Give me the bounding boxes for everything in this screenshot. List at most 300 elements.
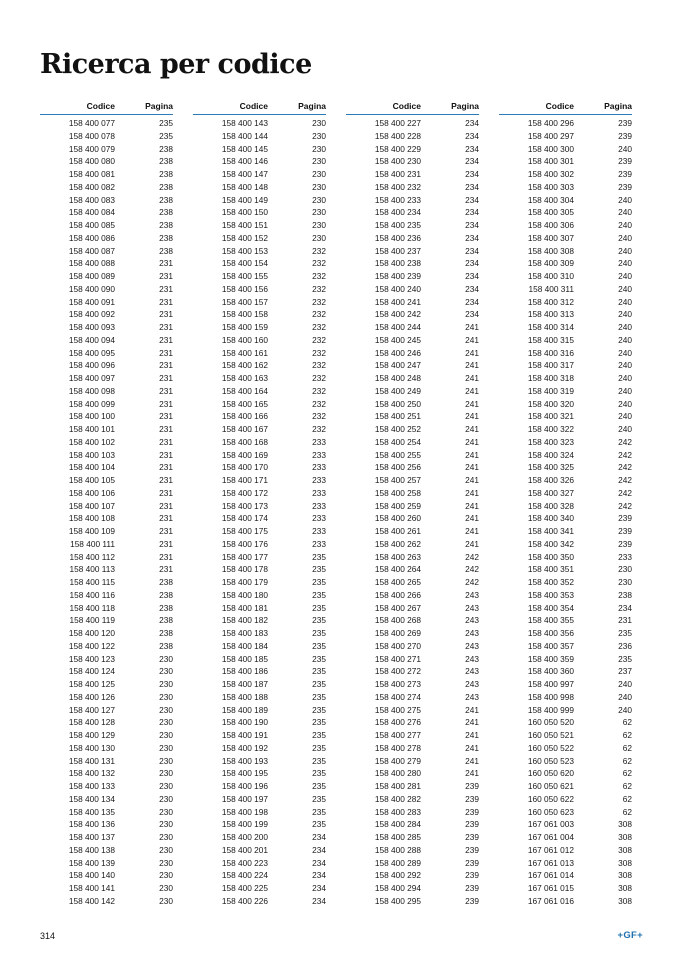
table-row — [346, 117, 479, 130]
table-row — [346, 653, 479, 666]
page-cell: 238 — [618, 589, 632, 600]
code-cell: 158 400 325 — [527, 462, 574, 473]
code-cell: 158 400 297 — [527, 130, 574, 141]
table-row — [40, 627, 173, 640]
table-row — [40, 614, 173, 627]
code-cell: 160 050 523 — [527, 755, 574, 766]
table-row — [346, 423, 479, 436]
page-cell: 241 — [465, 322, 479, 332]
code-cell: 158 400 106 — [68, 487, 115, 498]
table-row — [40, 818, 173, 831]
page-cell: 234 — [465, 296, 479, 307]
page-cell: 238 — [159, 602, 173, 613]
code-cell: 158 400 093 — [68, 322, 115, 332]
table-row — [40, 283, 173, 296]
code-cell: 158 400 102 — [68, 436, 115, 447]
table-row — [193, 691, 326, 704]
table-row — [499, 359, 632, 372]
code-cell: 158 400 107 — [68, 500, 115, 511]
code-cell: 158 400 250 — [374, 398, 421, 409]
page-cell: 241 — [465, 436, 479, 447]
table-row — [193, 818, 326, 831]
table-row — [499, 869, 632, 882]
table-row — [40, 436, 173, 449]
column-header — [346, 100, 479, 115]
page-cell: 62 — [622, 730, 632, 740]
table-row — [193, 640, 326, 653]
code-cell: 158 400 098 — [68, 385, 115, 396]
page-cell: 240 — [618, 258, 632, 269]
page-cell: 230 — [159, 730, 173, 740]
table-row — [499, 665, 632, 678]
code-cell: 167 061 012 — [527, 844, 574, 855]
header-code: Codice — [86, 101, 115, 111]
code-cell: 158 400 263 — [374, 551, 421, 562]
table-row — [193, 410, 326, 423]
page-cell: 233 — [312, 500, 326, 511]
page-cell: 231 — [159, 385, 173, 396]
page-cell: 241 — [465, 347, 479, 358]
page-cell: 235 — [312, 640, 326, 651]
page-cell: 235 — [312, 577, 326, 587]
page-cell: 308 — [618, 883, 632, 893]
table-row — [193, 385, 326, 398]
code-cell: 158 400 143 — [221, 118, 268, 128]
page-cell: 240 — [618, 232, 632, 243]
table-row — [193, 563, 326, 576]
code-cell: 158 400 096 — [68, 360, 115, 371]
code-cell: 158 400 254 — [374, 436, 421, 447]
table-row — [346, 359, 479, 372]
page-cell: 233 — [312, 487, 326, 498]
code-cell: 158 400 264 — [374, 564, 421, 575]
table-row — [40, 500, 173, 513]
table-row — [346, 449, 479, 462]
table-row — [40, 780, 173, 793]
page-cell: 233 — [312, 526, 326, 536]
table-row — [499, 143, 632, 156]
table-row — [193, 155, 326, 168]
table-row — [193, 359, 326, 372]
page-cell: 243 — [465, 653, 479, 664]
table-row — [193, 143, 326, 156]
table-row — [40, 551, 173, 564]
code-cell: 158 400 249 — [374, 385, 421, 396]
code-cell: 158 400 187 — [221, 679, 268, 689]
code-cell: 158 400 266 — [374, 589, 421, 600]
code-cell: 158 400 135 — [68, 806, 115, 817]
code-cell: 158 400 319 — [527, 385, 574, 396]
code-cell: 158 400 094 — [68, 334, 115, 345]
page-cell: 231 — [159, 475, 173, 485]
page-cell: 233 — [312, 513, 326, 524]
table-row — [346, 793, 479, 806]
code-cell: 158 400 162 — [221, 360, 268, 371]
code-cell: 158 400 180 — [221, 589, 268, 600]
code-cell: 158 400 128 — [68, 717, 115, 728]
page-cell: 234 — [465, 143, 479, 154]
page-cell: 238 — [159, 169, 173, 179]
table-row — [40, 755, 173, 768]
table-row — [499, 640, 632, 653]
table-row — [346, 245, 479, 258]
table-row — [40, 461, 173, 474]
page-cell: 230 — [159, 832, 173, 842]
page-cell: 235 — [312, 653, 326, 664]
table-row — [346, 512, 479, 525]
code-cell: 158 400 225 — [221, 883, 268, 893]
table-row — [499, 308, 632, 321]
page-cell: 231 — [159, 487, 173, 498]
page-cell: 230 — [159, 883, 173, 893]
page-cell: 230 — [312, 118, 326, 128]
table-row — [40, 117, 173, 130]
table-row — [193, 653, 326, 666]
page-cell: 234 — [465, 309, 479, 320]
table-row — [40, 321, 173, 334]
table-row — [40, 194, 173, 207]
page-cell: 240 — [618, 424, 632, 434]
code-cell: 158 400 147 — [221, 169, 268, 179]
table-row — [346, 270, 479, 283]
page-cell: 308 — [618, 819, 632, 830]
code-cell: 158 400 301 — [527, 156, 574, 167]
table-row — [193, 602, 326, 615]
page-cell: 234 — [312, 895, 326, 906]
table-row — [193, 321, 326, 334]
table-row — [193, 461, 326, 474]
table-row — [346, 818, 479, 831]
page-cell: 235 — [312, 615, 326, 626]
code-cell: 158 400 247 — [374, 360, 421, 371]
page-cell: 235 — [312, 730, 326, 740]
page-cell: 235 — [312, 589, 326, 600]
table-row — [346, 296, 479, 309]
page-cell: 234 — [465, 283, 479, 294]
code-cell: 158 400 095 — [68, 347, 115, 358]
code-cell: 158 400 273 — [374, 679, 421, 689]
table-row — [40, 308, 173, 321]
page-cell: 240 — [618, 347, 632, 358]
code-cell: 158 400 274 — [374, 691, 421, 702]
column-header — [40, 100, 173, 115]
page-cell: 239 — [465, 806, 479, 817]
page-cell: 237 — [618, 666, 632, 677]
code-cell: 160 050 521 — [527, 730, 574, 740]
page-cell: 233 — [312, 538, 326, 549]
code-cell: 158 400 134 — [68, 793, 115, 804]
page-cell: 231 — [159, 564, 173, 575]
code-cell: 158 400 164 — [221, 385, 268, 396]
page-cell: 62 — [622, 781, 632, 791]
page-cell: 238 — [159, 245, 173, 256]
code-cell: 160 050 522 — [527, 742, 574, 753]
table-row — [499, 270, 632, 283]
code-cell: 158 400 133 — [68, 781, 115, 791]
table-row — [346, 155, 479, 168]
page-cell: 240 — [618, 220, 632, 230]
table-row — [346, 410, 479, 423]
table-row — [193, 780, 326, 793]
table-row — [193, 857, 326, 870]
code-cell: 158 400 240 — [374, 283, 421, 294]
code-cell: 158 400 178 — [221, 564, 268, 575]
code-cell: 158 400 153 — [221, 245, 268, 256]
page-cell: 230 — [312, 181, 326, 192]
page-cell: 230 — [159, 717, 173, 728]
page-cell: 238 — [159, 194, 173, 205]
code-cell: 158 400 109 — [68, 526, 115, 536]
code-cell: 158 400 091 — [68, 296, 115, 307]
table-row — [40, 691, 173, 704]
page-cell: 241 — [465, 487, 479, 498]
table-row — [499, 614, 632, 627]
page-cell: 235 — [159, 130, 173, 141]
table-row — [193, 219, 326, 232]
code-cell: 158 400 099 — [68, 398, 115, 409]
table-row — [499, 716, 632, 729]
page-cell: 241 — [465, 768, 479, 779]
code-cell: 158 400 140 — [68, 870, 115, 881]
page-cell: 238 — [159, 577, 173, 587]
table-row — [193, 844, 326, 857]
header-page: Pagina — [451, 101, 479, 111]
table-row — [499, 512, 632, 525]
page-cell: 231 — [159, 500, 173, 511]
code-cell: 158 400 998 — [527, 691, 574, 702]
page-cell: 234 — [312, 870, 326, 881]
table-row — [40, 449, 173, 462]
table-row — [346, 461, 479, 474]
table-row — [499, 678, 632, 691]
table-row — [499, 155, 632, 168]
table-row — [499, 729, 632, 742]
code-cell: 158 400 079 — [68, 143, 115, 154]
code-cell: 158 400 141 — [68, 883, 115, 893]
code-cell: 158 400 342 — [527, 538, 574, 549]
page-cell: 230 — [159, 768, 173, 779]
code-cell: 158 400 314 — [527, 322, 574, 332]
table-row — [40, 525, 173, 538]
code-cell: 158 400 354 — [527, 602, 574, 613]
page-cell: 234 — [465, 130, 479, 141]
page-cell: 235 — [312, 806, 326, 817]
table-row — [346, 130, 479, 143]
code-cell: 158 400 115 — [69, 577, 115, 587]
code-cell: 158 400 244 — [374, 322, 421, 332]
page-cell: 308 — [618, 895, 632, 906]
page-cell: 231 — [159, 322, 173, 332]
page-cell: 62 — [622, 742, 632, 753]
header-code: Codice — [392, 101, 421, 111]
table-row — [40, 474, 173, 487]
table-row — [193, 487, 326, 500]
page-cell: 231 — [159, 360, 173, 371]
table-row — [40, 857, 173, 870]
code-cell: 158 400 227 — [374, 118, 421, 128]
page-cell: 230 — [312, 156, 326, 167]
page-cell: 238 — [159, 615, 173, 626]
code-cell: 158 400 126 — [68, 691, 115, 702]
code-cell: 158 400 307 — [527, 232, 574, 243]
table-row — [346, 538, 479, 551]
code-cell: 158 400 176 — [221, 538, 268, 549]
code-cell: 158 400 077 — [68, 118, 115, 128]
page-cell: 240 — [618, 334, 632, 345]
header-code: Codice — [239, 101, 268, 111]
code-cell: 158 400 320 — [527, 398, 574, 409]
code-cell: 158 400 257 — [374, 475, 421, 485]
code-cell: 158 400 097 — [68, 373, 115, 383]
table-row — [193, 270, 326, 283]
table-row — [193, 614, 326, 627]
table-row — [40, 206, 173, 219]
page-number: 314 — [40, 931, 56, 941]
page-cell: 231 — [159, 436, 173, 447]
page-cell: 62 — [622, 793, 632, 804]
table-row — [346, 895, 479, 908]
code-cell: 158 400 236 — [374, 232, 421, 243]
table-row — [499, 806, 632, 819]
code-cell: 158 400 328 — [527, 500, 574, 511]
code-cell: 158 400 132 — [68, 768, 115, 779]
code-cell: 158 400 089 — [68, 271, 115, 281]
table-row — [40, 423, 173, 436]
index-column-1 — [40, 100, 173, 908]
table-row — [499, 767, 632, 780]
code-cell: 158 400 172 — [221, 487, 268, 498]
table-row — [40, 257, 173, 270]
page-cell: 241 — [465, 398, 479, 409]
table-row — [499, 882, 632, 895]
code-cell: 158 400 265 — [374, 577, 421, 587]
page-cell: 230 — [312, 143, 326, 154]
table-row — [40, 665, 173, 678]
table-row — [499, 895, 632, 908]
code-cell: 158 400 305 — [527, 207, 574, 218]
table-row — [40, 219, 173, 232]
code-cell: 158 400 103 — [68, 449, 115, 460]
table-row — [40, 270, 173, 283]
table-row — [40, 143, 173, 156]
table-row — [40, 385, 173, 398]
page-cell: 235 — [312, 742, 326, 753]
code-cell: 158 400 231 — [374, 169, 421, 179]
table-row — [499, 589, 632, 602]
page-cell: 235 — [312, 551, 326, 562]
table-row — [346, 844, 479, 857]
page-cell: 241 — [465, 500, 479, 511]
table-row — [346, 614, 479, 627]
table-row — [193, 806, 326, 819]
page-cell: 233 — [618, 551, 632, 562]
code-cell: 158 400 302 — [527, 169, 574, 179]
page-cell: 241 — [465, 449, 479, 460]
code-cell: 158 400 308 — [527, 245, 574, 256]
page-cell: 243 — [465, 666, 479, 677]
page-cell: 235 — [312, 679, 326, 689]
page-cell: 242 — [618, 487, 632, 498]
code-cell: 158 400 309 — [527, 258, 574, 269]
page-cell: 308 — [618, 844, 632, 855]
code-cell: 158 400 223 — [221, 857, 268, 868]
page-cell: 242 — [618, 500, 632, 511]
code-cell: 158 400 185 — [221, 653, 268, 664]
code-cell: 158 400 230 — [374, 156, 421, 167]
page-cell: 62 — [622, 717, 632, 728]
code-cell: 158 400 270 — [374, 640, 421, 651]
code-cell: 158 400 198 — [221, 806, 268, 817]
table-row — [346, 181, 479, 194]
page-cell: 239 — [465, 781, 479, 791]
page-cell: 243 — [465, 640, 479, 651]
table-row — [499, 194, 632, 207]
table-row — [193, 716, 326, 729]
table-row — [499, 334, 632, 347]
code-cell: 158 400 351 — [527, 564, 574, 575]
table-row — [40, 245, 173, 258]
code-cell: 158 400 355 — [527, 615, 574, 626]
page-cell: 230 — [618, 577, 632, 587]
page-cell: 232 — [312, 309, 326, 320]
page-cell: 232 — [312, 360, 326, 371]
page-cell: 240 — [618, 194, 632, 205]
table-row — [193, 882, 326, 895]
table-row — [40, 130, 173, 143]
page-cell: 234 — [618, 602, 632, 613]
page-cell: 230 — [159, 895, 173, 906]
code-cell: 158 400 226 — [221, 895, 268, 906]
page-cell: 241 — [465, 462, 479, 473]
table-row — [193, 334, 326, 347]
code-cell: 158 400 196 — [221, 781, 268, 791]
page-cell: 235 — [618, 653, 632, 664]
page-cell: 231 — [159, 373, 173, 383]
table-row — [193, 704, 326, 717]
page-cell: 232 — [312, 424, 326, 434]
table-row — [193, 512, 326, 525]
table-row — [193, 793, 326, 806]
page-cell: 234 — [465, 169, 479, 179]
table-row — [40, 767, 173, 780]
table-row — [499, 500, 632, 513]
code-cell: 158 400 229 — [374, 143, 421, 154]
code-cell: 158 400 113 — [69, 564, 115, 575]
code-cell: 158 400 156 — [221, 283, 268, 294]
table-row — [193, 257, 326, 270]
page-cell: 238 — [159, 181, 173, 192]
code-cell: 160 050 621 — [527, 781, 574, 791]
table-row — [499, 385, 632, 398]
code-cell: 167 061 016 — [527, 895, 574, 906]
code-cell: 158 400 150 — [221, 207, 268, 218]
page-cell: 242 — [465, 577, 479, 587]
table-row — [346, 576, 479, 589]
page-cell: 239 — [618, 118, 632, 128]
page-cell: 230 — [312, 194, 326, 205]
code-cell: 158 400 138 — [68, 844, 115, 855]
page-cell: 239 — [618, 130, 632, 141]
table-row — [193, 831, 326, 844]
page-cell: 241 — [465, 334, 479, 345]
table-row — [346, 143, 479, 156]
page-cell: 238 — [159, 220, 173, 230]
code-cell: 158 400 352 — [527, 577, 574, 587]
table-row — [40, 844, 173, 857]
table-row — [193, 181, 326, 194]
code-cell: 158 400 284 — [374, 819, 421, 830]
table-row — [193, 551, 326, 564]
